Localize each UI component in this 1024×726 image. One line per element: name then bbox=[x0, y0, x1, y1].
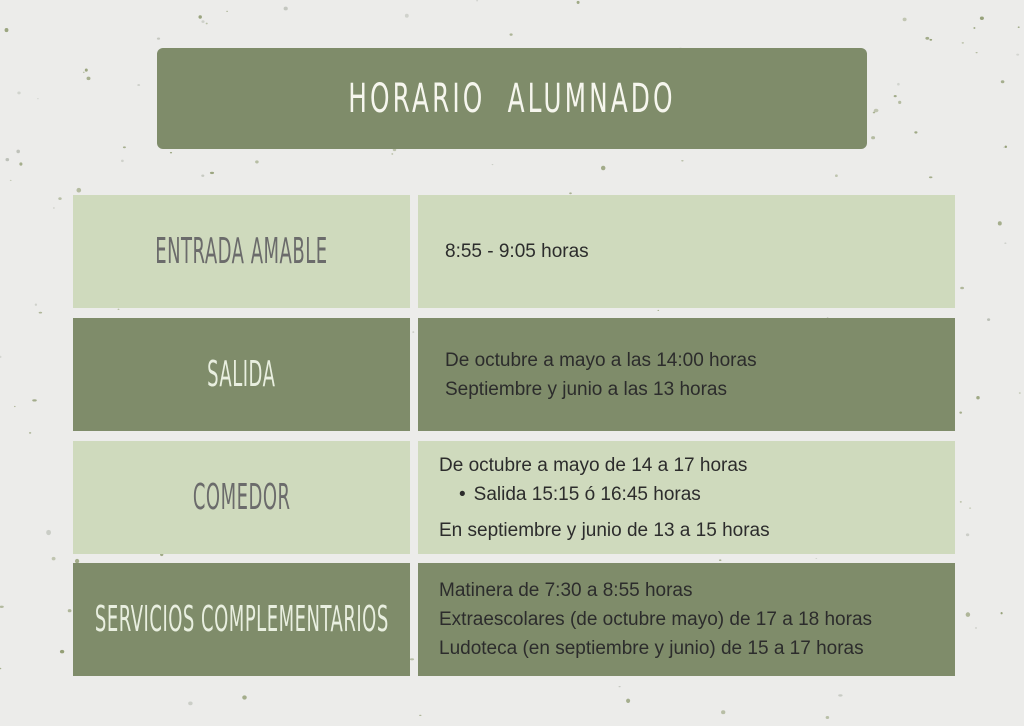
speckle-dot bbox=[405, 14, 409, 18]
speckle-dot bbox=[39, 312, 42, 314]
speckle-dot bbox=[419, 715, 421, 716]
speckle-dot bbox=[960, 287, 964, 290]
row-label: SALIDA bbox=[207, 354, 276, 395]
speckle-dot bbox=[969, 507, 971, 508]
speckle-dot bbox=[1005, 146, 1007, 149]
speckle-dot bbox=[903, 18, 907, 22]
speckle-dot bbox=[569, 192, 572, 194]
speckle-dot bbox=[157, 37, 160, 39]
schedule-row-servicios bbox=[73, 563, 955, 676]
speckle-dot bbox=[962, 42, 964, 43]
speckle-dot bbox=[976, 396, 979, 399]
speckle-dot bbox=[170, 152, 172, 153]
speckle-dot bbox=[255, 160, 259, 163]
speckle-dot bbox=[1001, 80, 1005, 83]
speckle-dot bbox=[618, 686, 620, 687]
speckle-dot bbox=[925, 37, 929, 40]
speckle-dot bbox=[894, 95, 897, 97]
speckle-dot bbox=[1018, 27, 1020, 28]
schedule-row-comedor bbox=[73, 441, 955, 554]
row-label-cell bbox=[73, 563, 410, 676]
speckle-dot bbox=[35, 303, 37, 305]
speckle-dot bbox=[0, 356, 1, 358]
row-label-cell bbox=[73, 195, 410, 308]
row-label-cell bbox=[73, 318, 410, 431]
speckle-dot bbox=[5, 28, 9, 32]
title-banner bbox=[157, 48, 867, 149]
speckle-dot bbox=[210, 172, 214, 174]
detail-line: De octubre a mayo a las 14:00 horas bbox=[445, 349, 757, 371]
speckle-dot bbox=[966, 612, 970, 617]
speckle-dot bbox=[826, 716, 830, 719]
speckle-dot bbox=[0, 668, 1, 670]
speckle-dot bbox=[391, 153, 393, 154]
speckle-dot bbox=[32, 399, 37, 401]
schedule-row-salida bbox=[73, 318, 955, 431]
speckle-dot bbox=[137, 84, 140, 86]
speckle-dot bbox=[873, 112, 876, 114]
speckle-dot bbox=[929, 39, 932, 41]
row-label-cell bbox=[73, 441, 410, 554]
speckle-dot bbox=[960, 501, 962, 503]
speckle-dot bbox=[966, 533, 969, 536]
row-details-cell bbox=[418, 563, 955, 676]
row-details-cell bbox=[418, 441, 955, 554]
speckle-dot bbox=[118, 309, 120, 310]
speckle-dot bbox=[998, 221, 1002, 225]
speckle-dot bbox=[188, 702, 192, 706]
speckle-dot bbox=[492, 164, 494, 165]
speckle-dot bbox=[721, 710, 725, 714]
speckle-dot bbox=[37, 98, 39, 99]
speckle-dot bbox=[815, 558, 817, 559]
speckle-dot bbox=[19, 162, 22, 165]
speckle-dot bbox=[17, 91, 20, 94]
speckle-dot bbox=[46, 530, 51, 535]
speckle-dot bbox=[10, 180, 12, 181]
speckle-dot bbox=[476, 0, 478, 1]
speckle-dot bbox=[242, 695, 247, 699]
detail-line: En septiembre y junio de 13 a 15 horas bbox=[439, 519, 770, 541]
schedule-row-entrada bbox=[73, 195, 955, 308]
speckle-dot bbox=[871, 136, 875, 139]
speckle-dot bbox=[657, 310, 659, 311]
speckle-dot bbox=[53, 207, 55, 209]
speckle-dot bbox=[980, 17, 984, 20]
speckle-dot bbox=[681, 160, 683, 161]
speckle-dot bbox=[1016, 54, 1019, 56]
speckle-dot bbox=[914, 131, 917, 133]
speckle-dot bbox=[1019, 392, 1021, 394]
speckle-dot bbox=[87, 77, 91, 81]
detail-line: Ludoteca (en septiembre y junio) de 15 a 17 horas bbox=[439, 638, 864, 659]
speckle-dot bbox=[284, 7, 288, 11]
row-details-cell bbox=[418, 318, 955, 431]
speckle-dot bbox=[0, 606, 4, 608]
speckle-dot bbox=[201, 20, 204, 23]
speckle-dot bbox=[510, 33, 513, 35]
page-title: HORARIO ALUMNADO bbox=[348, 75, 676, 122]
speckle-dot bbox=[198, 15, 201, 18]
speckle-dot bbox=[626, 699, 630, 703]
detail-line: De octubre a mayo de 14 a 17 horas bbox=[439, 454, 748, 476]
detail-line: 8:55 - 9:05 horas bbox=[445, 241, 589, 262]
row-label: ENTRADA AMABLE bbox=[155, 231, 328, 272]
speckle-dot bbox=[719, 559, 722, 561]
speckle-dot bbox=[6, 158, 10, 161]
speckle-dot bbox=[987, 318, 990, 321]
speckle-dot bbox=[1001, 612, 1003, 614]
speckle-dot bbox=[85, 69, 88, 72]
speckle-dot bbox=[976, 52, 978, 53]
speckle-dot bbox=[121, 160, 124, 162]
speckle-dot bbox=[929, 176, 933, 178]
speckle-dot bbox=[897, 83, 900, 86]
bullet-item: • Salida 15:15 ó 16:45 horas bbox=[439, 480, 955, 509]
speckle-dot bbox=[838, 694, 842, 696]
speckle-dot bbox=[76, 188, 81, 193]
speckle-dot bbox=[58, 197, 61, 200]
speckle-dot bbox=[601, 166, 605, 170]
speckle-dot bbox=[83, 72, 85, 73]
speckle-dot bbox=[1004, 242, 1006, 244]
speckle-dot bbox=[898, 101, 901, 104]
speckle-dot bbox=[60, 650, 64, 654]
speckle-dot bbox=[29, 432, 31, 434]
speckle-dot bbox=[206, 23, 208, 25]
detail-line: Extraescolares (de octubre mayo) de 17 a 18 horas bbox=[439, 609, 873, 630]
detail-line: Septiembre y junio a las 13 horas bbox=[445, 378, 727, 400]
speckle-dot bbox=[835, 174, 838, 177]
speckle-dot bbox=[201, 175, 204, 177]
speckle-dot bbox=[123, 146, 126, 148]
row-details-cell bbox=[418, 195, 955, 308]
speckle-dot bbox=[16, 150, 20, 154]
speckle-dot bbox=[975, 627, 977, 628]
speckle-dot bbox=[959, 411, 962, 413]
speckle-dot bbox=[973, 27, 975, 29]
speckle-dot bbox=[226, 11, 228, 12]
speckle-dot bbox=[577, 1, 580, 4]
row-label: COMEDOR bbox=[192, 477, 291, 518]
speckle-dot bbox=[14, 406, 16, 407]
detail-line: Matinera de 7:30 a 8:55 horas bbox=[439, 580, 693, 601]
row-label: SERVICIOS COMPLEMENTARIOS bbox=[94, 599, 389, 640]
speckle-dot bbox=[68, 609, 72, 612]
speckle-dot bbox=[52, 557, 56, 561]
